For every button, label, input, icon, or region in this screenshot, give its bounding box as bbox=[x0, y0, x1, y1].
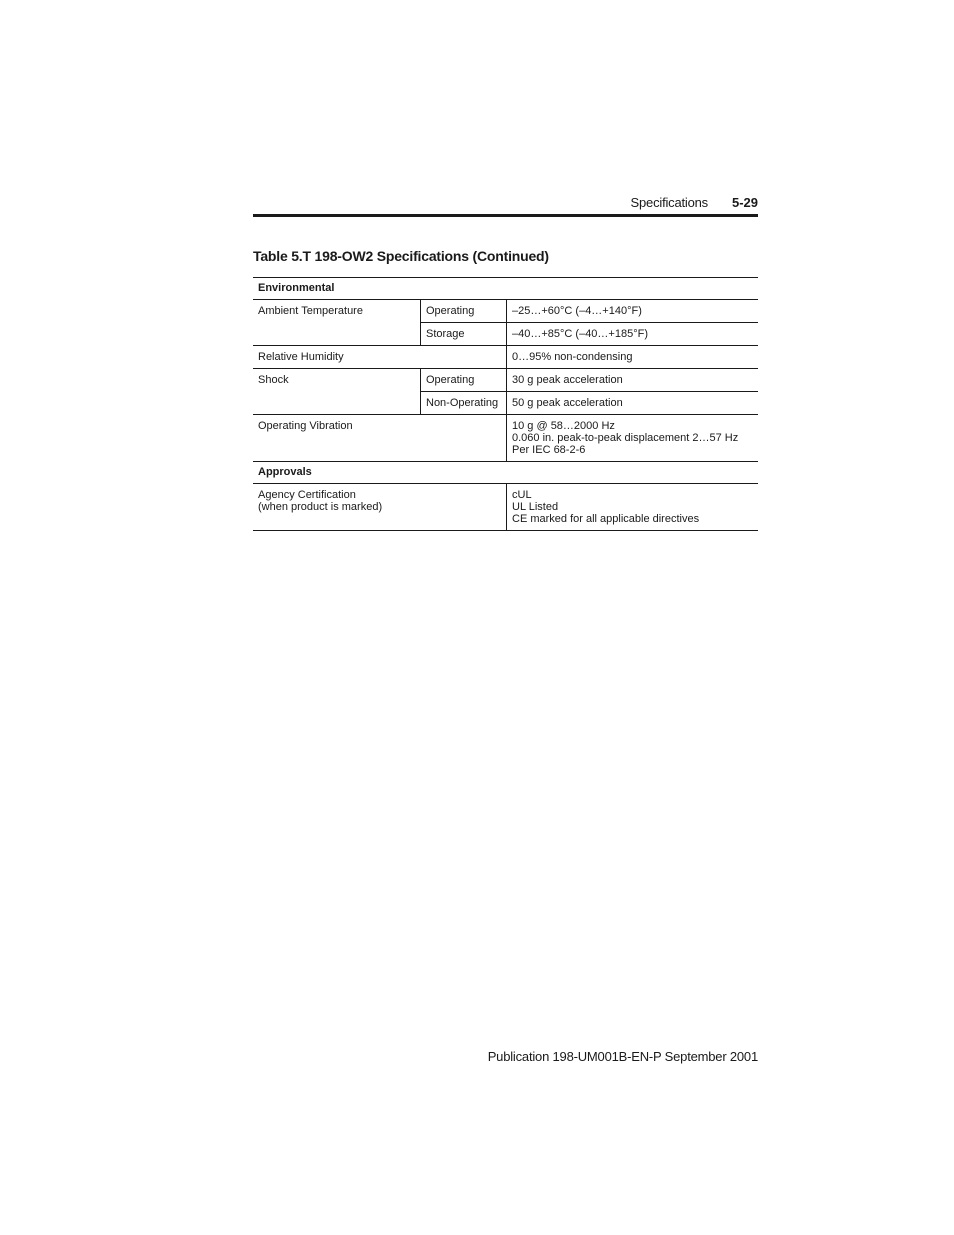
relative-humidity-value: 0…95% non-condensing bbox=[507, 346, 759, 369]
environmental-heading: Environmental bbox=[253, 278, 758, 300]
ambient-storage-value: –40…+85°C (–40…+185°F) bbox=[507, 323, 759, 346]
shock-non-operating-value: 50 g peak acceleration bbox=[507, 392, 759, 415]
shock-non-operating-label: Non-Operating bbox=[421, 392, 507, 415]
agency-certification-value bbox=[507, 484, 759, 531]
ambient-operating-value: –25…+60°C (–4…+140°F) bbox=[507, 300, 759, 323]
agency-value-line: UL Listed bbox=[512, 501, 559, 513]
agency-certification-label bbox=[253, 484, 507, 531]
page-number: 5-29 bbox=[731, 194, 758, 210]
table-row bbox=[253, 278, 758, 300]
agency-value-line: CE marked for all applicable directives bbox=[512, 513, 700, 525]
agency-label-line: (when product is marked) bbox=[258, 501, 383, 513]
shock-operating-value: 30 g peak acceleration bbox=[507, 369, 759, 392]
operating-vibration-value bbox=[507, 415, 759, 462]
ambient-operating-label: Operating bbox=[421, 300, 507, 323]
shock-label: Shock bbox=[253, 369, 421, 415]
shock-operating-label: Operating bbox=[421, 369, 507, 392]
table-row bbox=[253, 369, 758, 392]
table-row bbox=[253, 346, 758, 369]
vibration-line: Per IEC 68-2-6 bbox=[512, 444, 586, 456]
section-title: Specifications bbox=[630, 194, 708, 210]
agency-label-line: Agency Certification bbox=[258, 489, 356, 501]
table-row bbox=[253, 484, 758, 531]
vibration-line: 0.060 in. peak-to-peak displacement 2…57 Hz bbox=[512, 432, 739, 444]
table-row bbox=[253, 415, 758, 462]
table-row bbox=[253, 462, 758, 484]
table-title: Table 5.T 198-OW2 Specifications (Continued) bbox=[253, 248, 549, 264]
specifications-table bbox=[253, 277, 758, 531]
relative-humidity-label: Relative Humidity bbox=[253, 346, 507, 369]
agency-value-line: cUL bbox=[512, 489, 532, 501]
publication-footer: Publication 198-UM001B-EN-P September 2001 bbox=[487, 1049, 758, 1064]
ambient-temperature-label: Ambient Temperature bbox=[253, 300, 421, 346]
header-rule bbox=[253, 214, 758, 217]
operating-vibration-label: Operating Vibration bbox=[253, 415, 507, 462]
running-header bbox=[253, 192, 758, 212]
table-row bbox=[253, 300, 758, 323]
approvals-heading: Approvals bbox=[253, 462, 758, 484]
ambient-storage-label: Storage bbox=[421, 323, 507, 346]
vibration-line: 10 g @ 58…2000 Hz bbox=[512, 420, 615, 432]
